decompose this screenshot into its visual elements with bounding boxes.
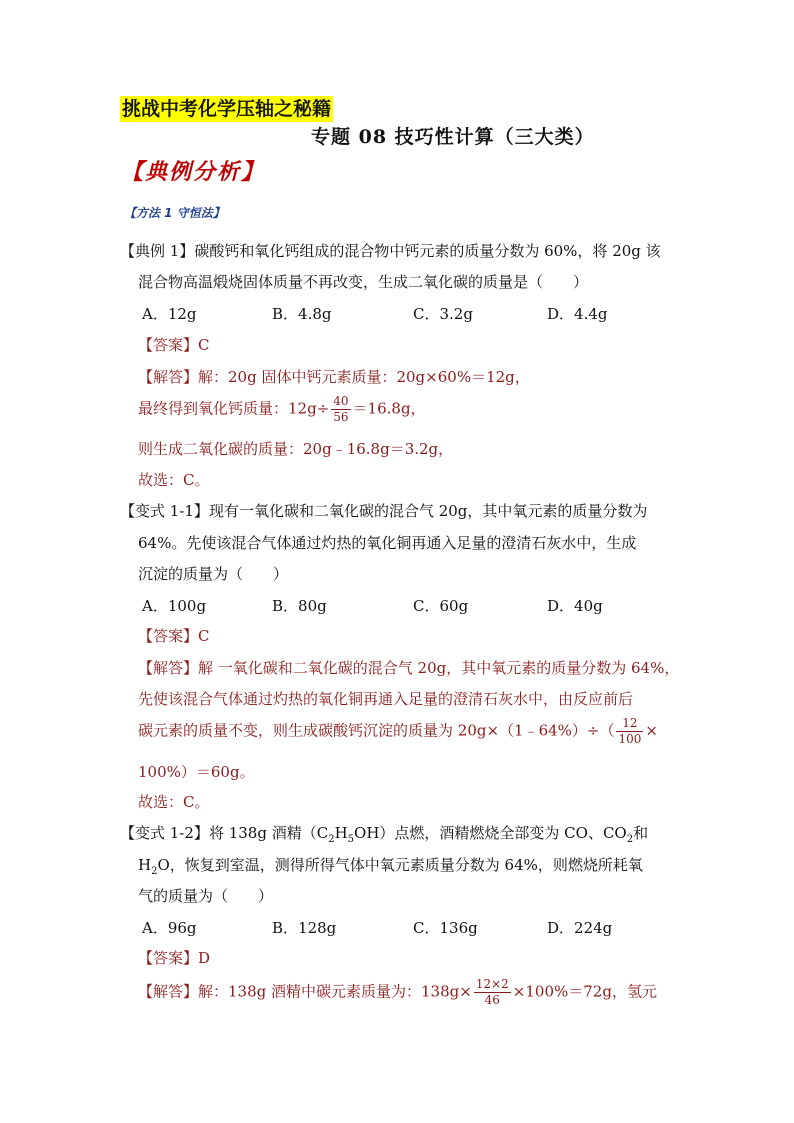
- example1-option-c: C．3.2g: [413, 305, 473, 323]
- variant2-option-a: A．96g: [142, 919, 197, 937]
- example1-option-d: D．4.4g: [547, 305, 608, 323]
- variant2-answer: [138, 947, 210, 969]
- subscript: 5: [347, 834, 355, 845]
- fraction: [474, 977, 511, 1008]
- answer-value: D: [198, 949, 211, 967]
- variant1-answer: [138, 625, 210, 647]
- solution-label: 【解答】: [138, 368, 199, 386]
- example1-solution-line3: 则生成二氧化碳的质量：20g﹣16.8g＝3.2g，: [138, 440, 454, 458]
- solution-text: ×: [645, 721, 658, 740]
- variant1-question-line2: 64%。先使该混合气体通过灼热的氧化铜再通入足量的澄清石灰水中，生成: [138, 534, 637, 552]
- fraction: [616, 716, 643, 747]
- example1-answer: [138, 334, 210, 356]
- variant2-solution-line1: [138, 977, 657, 1008]
- example1-solution-line2: [138, 394, 426, 425]
- section-heading: 【典例分析】: [121, 160, 266, 185]
- banner-title: 挑战中考化学压轴之秘籍: [122, 98, 332, 120]
- variant1-tag: 【变式 1-1】: [120, 502, 209, 520]
- variant1-solution-line2: 先使该混合气体通过灼热的氧化铜再通入足量的澄清石灰水中，由反应前后: [138, 690, 634, 708]
- example1-option-b: B．4.8g: [272, 305, 332, 323]
- fraction-denominator: 46: [484, 993, 500, 1007]
- variant2-option-c: C．136g: [413, 919, 478, 937]
- question-text: H: [138, 856, 152, 874]
- example1-conclusion: 故选：C。: [138, 471, 210, 489]
- question-text: 将 138g 酒精（C: [208, 824, 329, 842]
- question-text: 和: [633, 824, 649, 842]
- example1-solution-line1: [138, 366, 530, 388]
- solution-label: 【解答】: [138, 659, 199, 677]
- variant1-solution-line3: [138, 716, 658, 747]
- fraction-numerator: 12: [616, 716, 643, 732]
- answer-value: C: [198, 336, 210, 354]
- answer-label: 【答案】: [138, 336, 199, 354]
- variant2-question-line1: [120, 822, 648, 851]
- solution-text: 碳元素的质量不变，则生成碳酸钙沉淀的质量为 20g×（1﹣64%）÷（: [138, 721, 615, 740]
- subscript: 2: [151, 866, 158, 877]
- fraction-numerator: 12×2: [475, 977, 509, 991]
- solution-text: 解：138g 酒精中碳元素质量为：138g×: [198, 982, 472, 1001]
- variant2-question-line3: 气的质量为（ ）: [138, 887, 274, 905]
- variant1-question-line3: 沉淀的质量为（ ）: [138, 565, 289, 583]
- fraction-denominator: 56: [333, 410, 349, 424]
- question-text: O，恢复到室温，测得所得气体中氧元素质量分数为 64%，则燃烧所耗氧: [157, 856, 643, 874]
- solution-text: ×100%＝72g，氢元: [512, 982, 657, 1001]
- variant2-option-b: B．128g: [272, 919, 337, 937]
- variant1-question-line1: [120, 500, 647, 522]
- fraction-numerator: 40: [333, 394, 349, 408]
- example1-option-a: A．12g: [142, 305, 197, 323]
- page-title: 专题 08 技巧性计算（三大类）: [311, 126, 595, 148]
- variant2-question-line2: [138, 854, 643, 883]
- question-text: H: [334, 824, 348, 842]
- method-heading: 【方法 1 守恒法】: [124, 206, 225, 220]
- variant1-solution-line1: [138, 657, 679, 679]
- answer-label: 【答案】: [138, 627, 199, 645]
- variant2-option-d: D．224g: [547, 919, 613, 937]
- solution-text: 最终得到氧化钙质量：12g÷: [138, 399, 330, 418]
- example1-tag: 【典例 1】: [120, 242, 195, 260]
- example1-question-line2: 混合物高温煅烧固体质量不再改变，生成二氧化碳的质量是（ ）: [138, 273, 589, 291]
- solution-text: 解 一氧化碳和二氧化碳的混合气 20g，其中氧元素的质量分数为 64%，: [198, 659, 680, 677]
- answer-label: 【答案】: [138, 949, 199, 967]
- variant1-option-b: B．80g: [272, 597, 327, 615]
- example1-text1: 碳酸钙和氧化钙组成的混合物中钙元素的质量分数为 60%，将 20g 该: [194, 242, 661, 260]
- variant1-text1: 现有一氧化碳和二氧化碳的混合气 20g，其中氧元素的质量分数为: [208, 502, 648, 520]
- example1-question-line1: [120, 240, 661, 262]
- solution-text: 解：20g 固体中钙元素质量：20g×60%＝12g，: [198, 368, 530, 386]
- variant1-option-c: C．60g: [413, 597, 469, 615]
- fraction-denominator: 100: [618, 732, 642, 746]
- subscript: 2: [328, 834, 335, 845]
- variant1-option-a: A．100g: [142, 597, 207, 615]
- solution-label: 【解答】: [138, 982, 199, 1001]
- variant1-conclusion: 故选：C。: [138, 793, 210, 811]
- answer-value: C: [198, 627, 210, 645]
- variant1-solution-line4: 100%）＝60g。: [138, 763, 255, 781]
- question-text: OH）点燃，酒精燃烧全部变为 CO、CO: [354, 824, 627, 842]
- variant1-option-d: D．40g: [547, 597, 603, 615]
- subscript: 2: [626, 834, 634, 845]
- solution-text: ＝16.8g，: [352, 399, 426, 418]
- variant2-tag: 【变式 1-2】: [120, 824, 209, 842]
- fraction: [331, 394, 350, 425]
